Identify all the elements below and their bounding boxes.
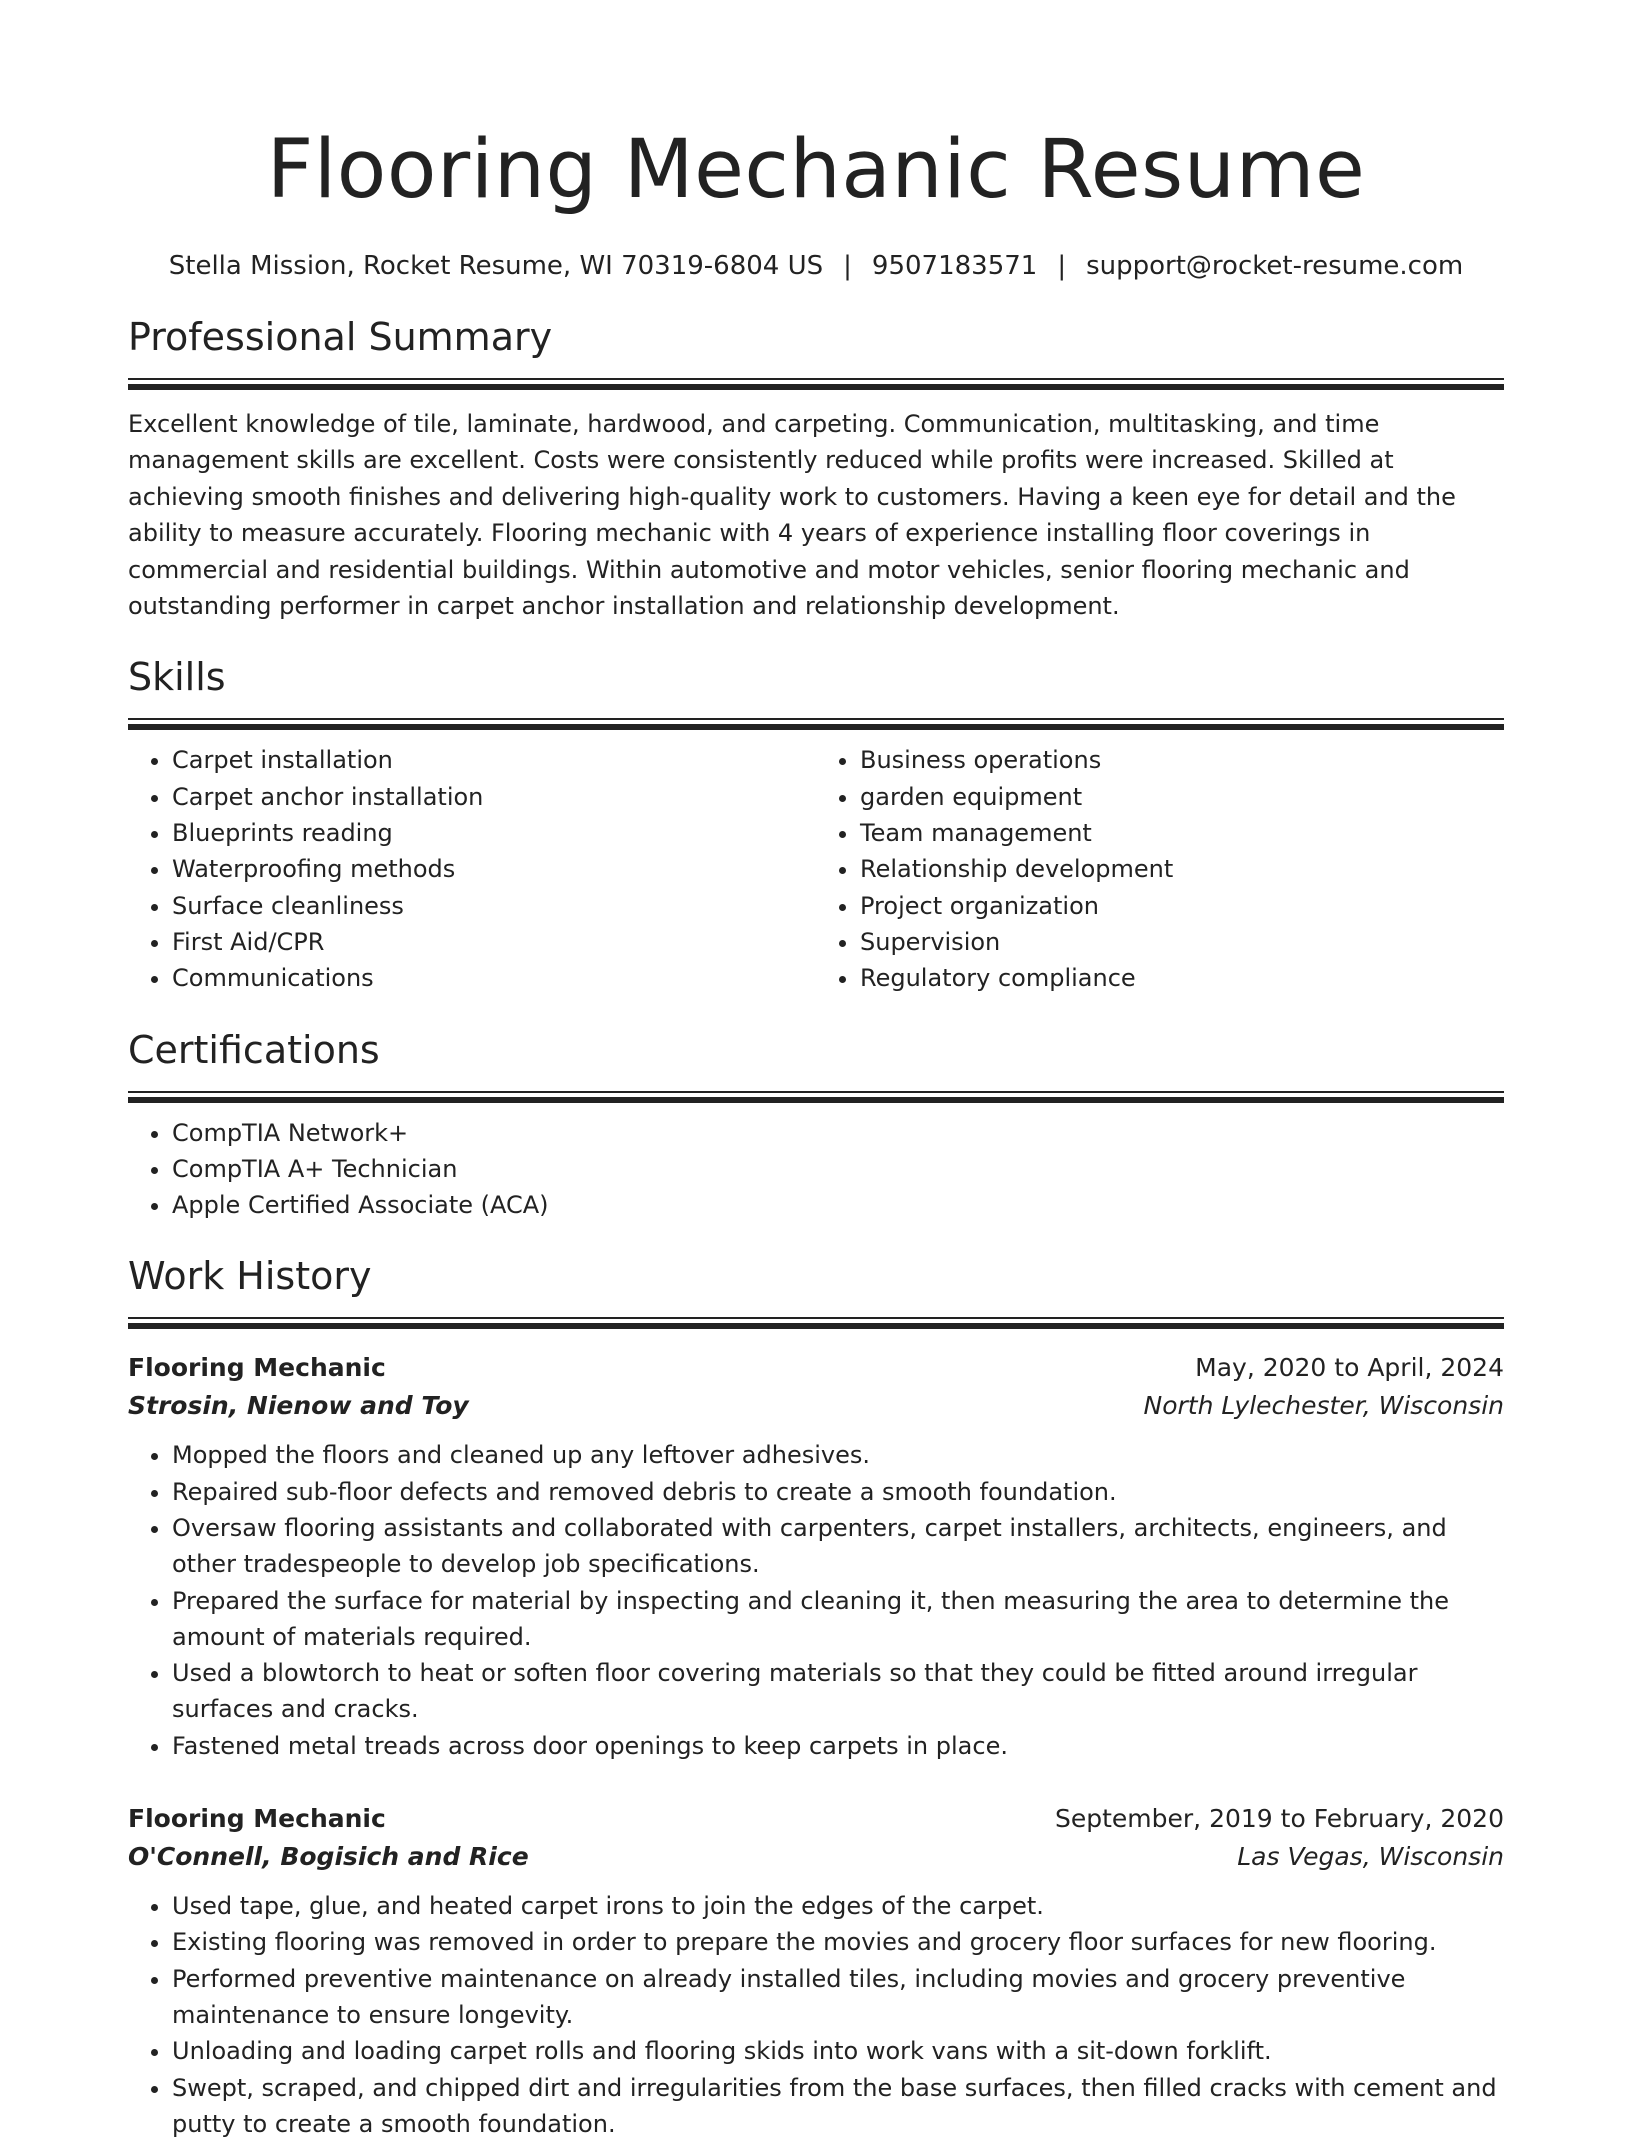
skill-item: • First Aid/CPR bbox=[172, 924, 816, 960]
skill-item: • garden equipment bbox=[860, 779, 1504, 815]
skill-item: • Team management bbox=[860, 815, 1504, 851]
skill-item: • Regulatory compliance bbox=[860, 960, 1504, 996]
job-bullet: • Fastened metal treads across door openings to keep carpets in place. bbox=[172, 1728, 1504, 1764]
contact-separator: | bbox=[843, 251, 852, 281]
skill-item: • Blueprints reading bbox=[172, 815, 816, 851]
contact-line bbox=[128, 248, 1504, 284]
job-bullets bbox=[128, 1888, 1504, 2142]
contact-phone: 9507183571 bbox=[871, 251, 1038, 281]
certification-item: • CompTIA A+ Technician bbox=[172, 1151, 1504, 1187]
skill-item: • Waterproofing methods bbox=[172, 851, 816, 887]
skills-list-right bbox=[816, 742, 1504, 996]
contact-email[interactable]: support@rocket-resume.com bbox=[1086, 251, 1464, 281]
certification-item: • CompTIA Network+ bbox=[172, 1115, 1504, 1151]
section-heading: Skills bbox=[128, 655, 226, 700]
contact-address: Stella Mission, Rocket Resume, WI 70319-6804 US bbox=[168, 251, 824, 281]
job-bullet: • Used tape, glue, and heated carpet irons to join the edges of the carpet. bbox=[172, 1888, 1504, 1924]
section-divider bbox=[128, 1317, 1504, 1329]
skill-item: • Carpet installation bbox=[172, 742, 816, 778]
job-bullet: • Existing flooring was removed in order to prepare the movies and grocery floor surfaces for new flooring. bbox=[172, 1924, 1504, 1960]
job-dates: September, 2019 to February, 2020 bbox=[1055, 1804, 1504, 1834]
skill-item: • Project organization bbox=[860, 888, 1504, 924]
job-dates: May, 2020 to April, 2024 bbox=[1195, 1353, 1504, 1383]
section-divider bbox=[128, 1091, 1504, 1103]
job-location: Las Vegas, Wisconsin bbox=[1237, 1842, 1504, 1872]
certifications-section bbox=[128, 1025, 1504, 1224]
section-heading: Professional Summary bbox=[128, 315, 553, 359]
job-title: Flooring Mechanic bbox=[128, 1353, 386, 1383]
skill-item: • Relationship development bbox=[860, 851, 1504, 887]
job-title: Flooring Mechanic bbox=[128, 1804, 386, 1834]
job-bullet: • Unloading and loading carpet rolls and flooring skids into work vans with a sit-down forklift. bbox=[172, 2033, 1504, 2069]
job-bullet: • Prepared the surface for material by inspecting and cleaning it, then measuring the area to determine the amount of materials required. bbox=[172, 1583, 1504, 1656]
job-bullet: • Used a blowtorch to heat or soften floor covering materials so that they could be fitted around irregular surfaces and cracks. bbox=[172, 1655, 1504, 1728]
job-company-row bbox=[128, 1838, 1504, 1876]
section-divider bbox=[128, 378, 1504, 390]
skills-grid bbox=[128, 730, 1504, 996]
skills-section bbox=[128, 652, 1504, 996]
job-company-row bbox=[128, 1387, 1504, 1425]
skill-item: • Surface cleanliness bbox=[172, 888, 816, 924]
job-header-row bbox=[128, 1800, 1504, 1838]
professional-summary-section bbox=[128, 312, 1504, 624]
job-company: Strosin, Nienow and Toy bbox=[128, 1391, 469, 1421]
work-history-section bbox=[128, 1251, 1504, 2142]
job-entry bbox=[128, 1800, 1504, 2142]
skills-list-left bbox=[128, 742, 816, 996]
skill-item: • Business operations bbox=[860, 742, 1504, 778]
skill-item: • Carpet anchor installation bbox=[172, 779, 816, 815]
skill-item: • Communications bbox=[172, 960, 816, 996]
job-bullet: • Oversaw flooring assistants and collaborated with carpenters, carpet installers, architects, engineers, and other tradespeople to develop job specifications. bbox=[172, 1510, 1504, 1583]
resume-title: Flooring Mechanic Resume bbox=[266, 123, 1366, 217]
job-bullet: • Repaired sub-floor defects and removed debris to create a smooth foundation. bbox=[172, 1474, 1504, 1510]
job-bullets bbox=[128, 1437, 1504, 1764]
section-heading: Work History bbox=[128, 1254, 372, 1299]
job-entry bbox=[128, 1349, 1504, 1764]
job-header-row bbox=[128, 1349, 1504, 1387]
job-company: O'Connell, Bogisich and Rice bbox=[128, 1842, 529, 1872]
job-bullet: • Performed preventive maintenance on already installed tiles, including movies and grocery preventive maintenance to ensure longevity. bbox=[172, 1961, 1504, 2034]
job-bullet: • Mopped the floors and cleaned up any leftover adhesives. bbox=[172, 1437, 1504, 1473]
job-bullet: • Swept, scraped, and chipped dirt and irregularities from the base surfaces, then filled cracks with cement and putty to create a smooth foundation. bbox=[172, 2070, 1504, 2142]
certification-item: • Apple Certified Associate (ACA) bbox=[172, 1187, 1504, 1223]
job-location: North Lylechester, Wisconsin bbox=[1143, 1391, 1504, 1421]
skill-item: • Supervision bbox=[860, 924, 1504, 960]
summary-text: Excellent knowledge of tile, laminate, hardwood, and carpeting. Communication, multitasking, and time management skills are excellent. Costs were consistently reduced while profits were increased. Skilled at achieving smooth finishes and delivering high-quality work to customers. Having a keen eye for detail and the ability to measure accurately. Flooring mechanic with 4 years of experience installing floor coverings in commercial and residential buildings. Within automotive and motor vehicles, senior flooring mechanic and outstanding performer in carpet anchor installation and relationship development. bbox=[128, 410, 1456, 621]
certifications-list bbox=[128, 1115, 1504, 1224]
contact-separator: | bbox=[1057, 251, 1067, 281]
section-heading: Certifications bbox=[128, 1027, 380, 1072]
section-divider bbox=[128, 718, 1504, 730]
